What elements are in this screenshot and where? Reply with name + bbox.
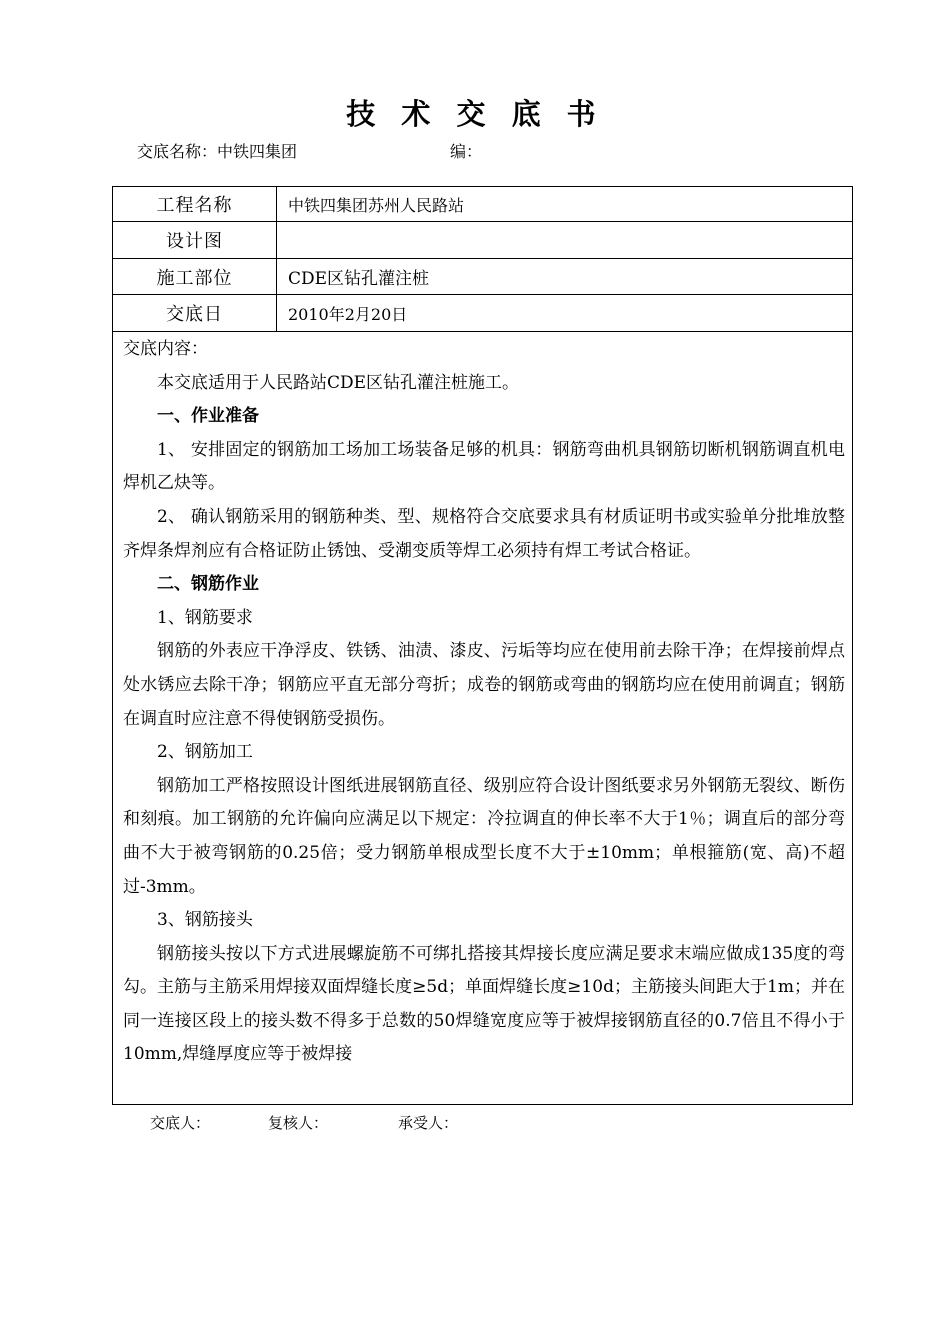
paragraph: 2、 确认钢筋采用的钢筋种类、型、规格符合交底要求具有材质证明书或实验单分批堆放整齐焊条焊剂应有合格证防止锈蚀、受潮变质等焊工必须持有焊工考试合格证。: [123, 506, 845, 561]
signature-line: [150, 1112, 458, 1133]
row-label: 交底日: [113, 295, 277, 331]
row-disclosure-date: [113, 295, 852, 332]
paragraph: 钢筋加工严格按照设计图纸进展钢筋直径、级别应符合设计图纸要求另外钢筋无裂纹、断伤和刻痕。加工钢筋的允许偏向应满足以下规定：冷拉调直的伸长率不大于1％；调直后的部分弯曲不大于被弯钢筋的0.25倍；受力钢筋单根成型长度不大于±10mm；单根箍筋(宽、高)不超过-3mm。: [123, 775, 845, 897]
paragraph: 钢筋接头按以下方式进展螺旋筋不可绑扎搭接其焊接长度应满足要求末端应做成135度的弯勾。主筋与主筋采用焊接双面焊缝长度≥5d；单面焊缝长度≥10d；主筋接头间距大于1m；并在同一连接区段上的接头数不得多于总数的50焊缝宽度应等于被焊接钢筋直径的0.7倍且不得小于10mm,焊缝厚度应等于被焊接: [123, 943, 845, 1065]
subsection-heading: 1、钢筋要求: [157, 607, 253, 628]
disclosure-name: 交底名称：中铁四集团: [137, 142, 298, 161]
disclosure-table: [112, 186, 853, 1105]
row-project-name: [113, 187, 852, 222]
paragraph: 1、 安排固定的钢筋加工场加工场装备足够的机具：钢筋弯曲机具钢筋切断机钢筋调直机电焊机乙炔等。: [123, 439, 845, 494]
section-heading: 一、作业准备: [157, 406, 259, 427]
reviewer-label: 复核人：: [268, 1114, 329, 1132]
content-label: 交底内容：: [123, 339, 208, 359]
document-title: 技 术 交 底 书: [346, 97, 604, 131]
submitter-label: 交底人：: [150, 1114, 211, 1132]
receiver-label: 承受人：: [398, 1114, 459, 1132]
row-label: 施工部位: [113, 259, 277, 294]
intro-paragraph: 本交底适用于人民路站CDE区钻孔灌注桩施工。: [157, 372, 520, 393]
document-code: 编：: [450, 142, 483, 161]
row-label: 工程名称: [113, 187, 277, 221]
paragraph: 钢筋的外表应干净浮皮、铁锈、油渍、漆皮、污垢等均应在使用前去除干净；在焊接前焊点处水锈应去除干净；钢筋应平直无部分弯折；成卷的钢筋或弯曲的钢筋均应在使用前调直；钢筋在调直时应注意不得使钢筋受损伤。: [123, 641, 845, 729]
row-construction-part: [113, 259, 852, 295]
row-value: 2010年2月20日: [288, 304, 408, 324]
section-heading: 二、钢筋作业: [157, 574, 259, 595]
disclosure-content: [123, 333, 845, 1072]
row-label: 设计图: [113, 222, 277, 258]
row-value: 中铁四集团苏州人民路站: [288, 195, 465, 215]
subsection-heading: 2、钢筋加工: [157, 742, 253, 763]
subsection-heading: 3、钢筋接头: [157, 910, 253, 931]
row-design-drawing: [113, 222, 852, 259]
row-value: CDE区钻孔灌注桩: [288, 269, 430, 289]
